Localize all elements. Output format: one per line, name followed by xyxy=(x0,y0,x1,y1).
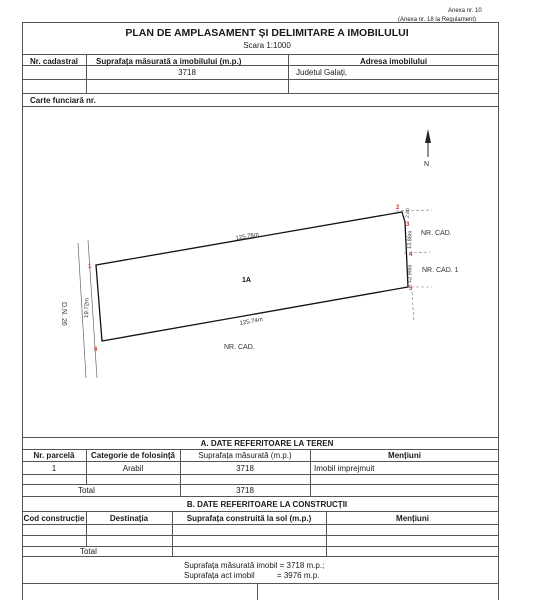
parcel-area-header: Suprafața măsurată (m.p.) xyxy=(198,451,292,460)
neighbor-line-down xyxy=(412,292,414,322)
neighbor-line-top xyxy=(396,210,432,211)
parcel-area-cell: 3718 xyxy=(236,464,254,473)
construction-notes-header: Mențiuni xyxy=(396,514,429,523)
construction-code-header: Cod construcție xyxy=(23,514,85,523)
point-1-label: 1 xyxy=(88,264,92,270)
section-b-total-label: Total xyxy=(80,547,97,556)
neighbor-label-bottom: NR. CAD. xyxy=(224,344,255,351)
scale-label: Scara 1:1000 xyxy=(243,41,291,50)
neighbor-label-right-top: NR. CAD. xyxy=(421,230,452,237)
measured-area-header: Suprafața măsurată a imobilului (m.p.) xyxy=(96,57,242,66)
point-6-label: 6 xyxy=(94,347,98,353)
built-area-header: Suprafața construită la sol (m.p.) xyxy=(186,514,312,523)
point-2-label: 2 xyxy=(396,205,400,211)
section-b-title: B. DATE REFERITOARE LA CONSTRUCȚII xyxy=(186,500,348,509)
north-label: N xyxy=(424,161,430,168)
parcel-label: 1A xyxy=(242,277,251,284)
point-3-label: 3 xyxy=(406,222,410,228)
deed-area-summary: Suprafața act imobil = 3976 m.p. xyxy=(184,571,320,580)
address-value: Judetul Galați, xyxy=(296,68,348,77)
measured-area-value: 3718 xyxy=(178,68,196,77)
page-title: PLAN DE AMPLASAMENT ȘI DELIMITARE A IMOBILULUI xyxy=(125,27,409,39)
right-dimension-1: 2.80 xyxy=(405,208,412,219)
section-a-title: A. DATE REFERITOARE LA TEREN xyxy=(200,439,334,448)
cadastral-number-header: Nr. cadastral xyxy=(30,57,79,66)
road-label: D.N. 26 xyxy=(60,302,67,326)
north-arrow-icon xyxy=(425,129,431,157)
parcel-number-header: Nr. parcelă xyxy=(33,451,75,460)
land-book-label: Carte funciară nr. xyxy=(30,96,96,105)
address-header: Adresa imobilului xyxy=(359,57,428,66)
neighbor-line-mid xyxy=(404,252,430,253)
bottom-dimension: 125.74m xyxy=(239,317,264,327)
left-dimension: 19.72m xyxy=(84,297,91,319)
neighbor-label-right-mid: NR. CAD. 1 xyxy=(422,267,459,274)
annex-reference: (Anexa nr. 18 la Regulament) xyxy=(398,17,477,23)
right-dimension-2: 13.88m xyxy=(407,230,414,250)
measured-area-summary: Suprafața măsurată imobil = 3718 m.p.; xyxy=(184,561,325,570)
section-a-total-label: Total xyxy=(78,486,95,495)
section-a-total-value: 3718 xyxy=(236,486,254,495)
parcel-notes-header: Mențiuni xyxy=(388,451,421,460)
annex-number: Anexa nr. 10 xyxy=(448,8,482,14)
use-category-cell: Arabil xyxy=(122,464,144,473)
point-4-label: 4 xyxy=(409,252,413,258)
parcel-notes-cell: Imobil imprejmuit xyxy=(314,464,375,473)
point-5-label: 5 xyxy=(409,286,413,292)
parcel-number-cell: 1 xyxy=(51,464,57,473)
destination-header: Destinația xyxy=(109,514,149,523)
top-dimension: 125.78m xyxy=(235,232,260,242)
use-category-header: Categorie de folosință xyxy=(90,451,175,460)
right-dimension-3: 12.99m xyxy=(407,264,414,284)
